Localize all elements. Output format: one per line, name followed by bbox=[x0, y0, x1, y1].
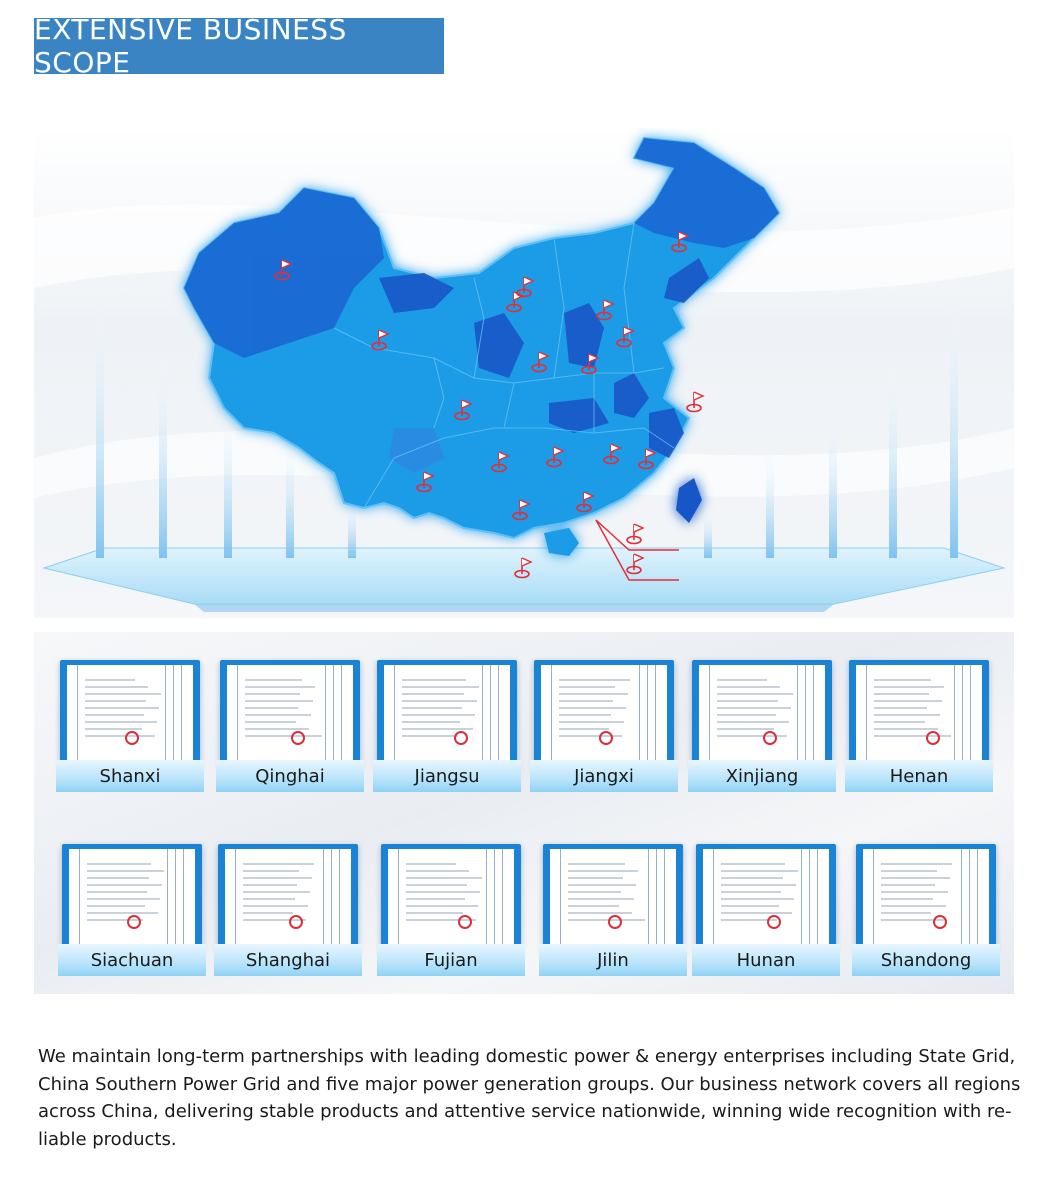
certificate-document-image bbox=[384, 665, 510, 761]
red-seal-icon bbox=[291, 731, 305, 745]
certificate-document-image bbox=[550, 849, 676, 945]
map-illustration bbox=[34, 128, 1014, 618]
certificate-card bbox=[220, 660, 360, 810]
certificate-frame bbox=[696, 844, 836, 952]
red-seal-icon bbox=[458, 915, 472, 929]
red-seal-icon bbox=[289, 915, 303, 929]
certificate-document-image bbox=[227, 665, 353, 761]
certificate-document-image bbox=[863, 849, 989, 945]
certificate-document-image bbox=[703, 849, 829, 945]
certificate-frame bbox=[220, 660, 360, 768]
certificate-document-image bbox=[388, 849, 514, 945]
section-title: EXTENSIVE BUSINESS SCOPE bbox=[34, 13, 347, 79]
certificate-frame bbox=[381, 844, 521, 952]
red-seal-icon bbox=[763, 731, 777, 745]
certificate-card bbox=[856, 844, 996, 994]
red-seal-icon bbox=[127, 915, 141, 929]
certificate-card bbox=[377, 660, 517, 810]
certificate-document-image bbox=[225, 849, 351, 945]
certificate-card bbox=[692, 660, 832, 810]
certificate-province-label: Shanxi bbox=[56, 760, 204, 792]
certificate-frame bbox=[377, 660, 517, 768]
certificate-document-image bbox=[856, 665, 982, 761]
red-seal-icon bbox=[599, 731, 613, 745]
red-seal-icon bbox=[767, 915, 781, 929]
certificate-frame bbox=[218, 844, 358, 952]
certificate-document-image bbox=[67, 665, 193, 761]
section-title-banner bbox=[34, 13, 444, 79]
red-seal-icon bbox=[926, 731, 940, 745]
certificate-province-label: Hunan bbox=[692, 944, 840, 976]
flag-marker-icon bbox=[627, 524, 643, 544]
red-seal-icon bbox=[125, 731, 139, 745]
certificate-province-label: Siachuan bbox=[58, 944, 206, 976]
certificate-province-label: Henan bbox=[845, 760, 993, 792]
flag-marker-icon bbox=[687, 392, 703, 412]
china-coverage-map bbox=[34, 128, 1014, 618]
certificate-province-label: Qinghai bbox=[216, 760, 364, 792]
certificate-frame bbox=[62, 844, 202, 952]
certificate-document-image bbox=[699, 665, 825, 761]
certificate-frame bbox=[543, 844, 683, 952]
certificate-frame bbox=[849, 660, 989, 768]
certificate-frame bbox=[692, 660, 832, 768]
certificate-frame bbox=[856, 844, 996, 952]
certificate-province-label: Fujian bbox=[377, 944, 525, 976]
certificate-province-label: Jiangsu bbox=[373, 760, 521, 792]
certificate-province-label: Jiangxi bbox=[530, 760, 678, 792]
certificate-card bbox=[534, 660, 674, 810]
red-seal-icon bbox=[933, 915, 947, 929]
certificate-frame bbox=[534, 660, 674, 768]
certificate-card bbox=[849, 660, 989, 810]
certificate-card bbox=[218, 844, 358, 994]
certificate-province-label: Xinjiang bbox=[688, 760, 836, 792]
certificate-card bbox=[543, 844, 683, 994]
certificate-gallery bbox=[34, 632, 1014, 994]
certificate-card bbox=[381, 844, 521, 994]
red-seal-icon bbox=[454, 731, 468, 745]
certificate-frame bbox=[60, 660, 200, 768]
certificate-province-label: Jilin bbox=[539, 944, 687, 976]
certificate-document-image bbox=[541, 665, 667, 761]
red-seal-icon bbox=[608, 915, 622, 929]
certificate-province-label: Shandong bbox=[852, 944, 1000, 976]
certificate-document-image bbox=[69, 849, 195, 945]
business-description: We maintain long-term partnerships with leading domestic power & energy enterprises including State Grid, China Southern Power Grid and five major power generation groups. Our business network covers all regions across China, delivering stable products and attentive service nationwide, winning wide recognition with re-liable products. bbox=[38, 1046, 1021, 1150]
map-platform bbox=[44, 548, 1004, 612]
certificate-card bbox=[62, 844, 202, 994]
certificate-province-label: Shanghai bbox=[214, 944, 362, 976]
certificate-card bbox=[60, 660, 200, 810]
certificate-card bbox=[696, 844, 836, 994]
